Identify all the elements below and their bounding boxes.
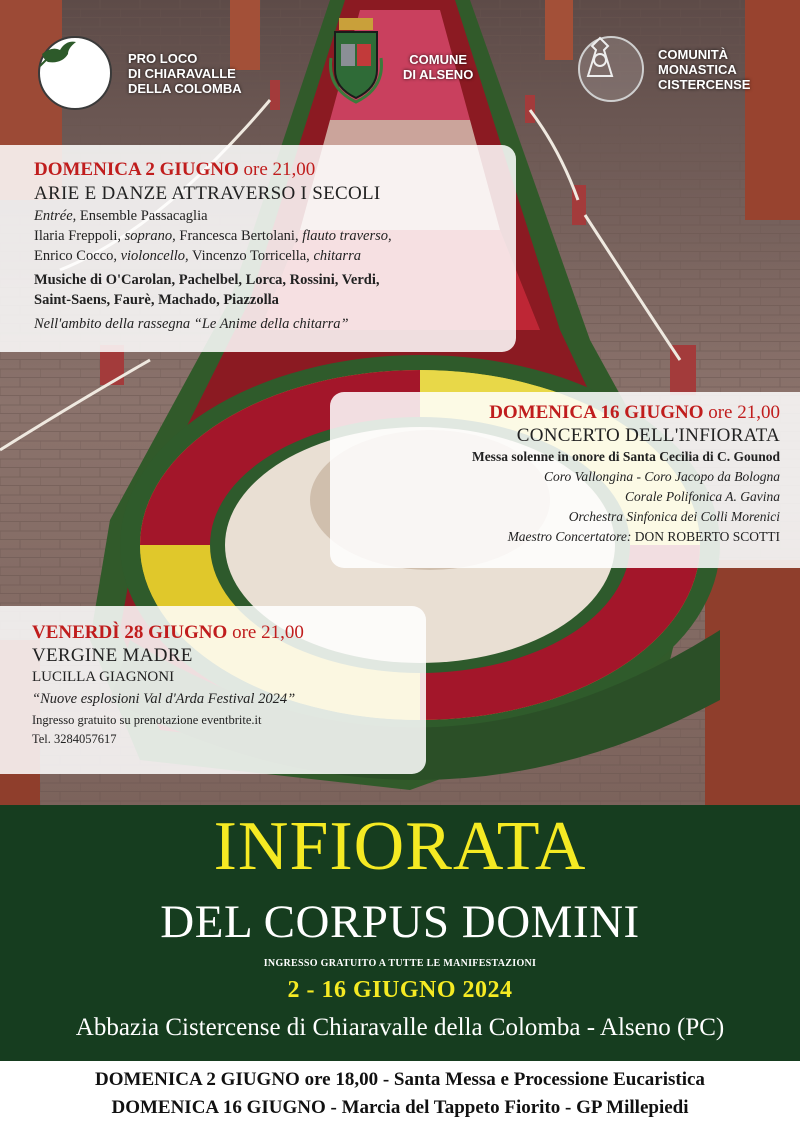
comune-logo-group bbox=[327, 18, 473, 104]
comunita-line-2: MONASTICA bbox=[658, 61, 737, 77]
event-1-entree-label: Entrée bbox=[34, 208, 73, 224]
proloco-line-3: DELLA COLOMBA bbox=[128, 80, 242, 96]
event-1-performers-1 bbox=[34, 226, 516, 246]
event-1-music-1: Musiche di O'Carolan, Pachelbel, Lorca, Rossini, Verdi, bbox=[34, 272, 380, 288]
event-3-tel: Tel. 3284057617 bbox=[32, 732, 117, 746]
event-3-info: Ingresso gratuito su prenotazione eventbrite.it bbox=[32, 713, 262, 727]
event-2-choir-1: Coro Vallongina - Coro Jacopo da Bologna bbox=[544, 469, 780, 484]
comunita-line-3: CISTERCENSE bbox=[658, 76, 751, 92]
comune-line-1: COMUNE bbox=[409, 52, 468, 67]
banner-subtitle: DEL CORPUS DOMINI bbox=[160, 896, 640, 948]
event-3-date: VENERDÌ 28 GIUGNO bbox=[32, 622, 228, 643]
event-1-entree bbox=[34, 206, 516, 226]
coat-of-arms-icon bbox=[327, 18, 385, 104]
performer-role: soprano bbox=[124, 228, 173, 244]
performer-name: , Vincenzo Torricella, bbox=[185, 248, 314, 264]
event-3-date-line bbox=[32, 622, 426, 644]
bottom-line-2: DOMENICA 16 GIUGNO - Marcia del Tappeto Fiorito - GP Millepiedi bbox=[111, 1097, 689, 1118]
performer-role: flauto traverso bbox=[302, 228, 388, 244]
banner-dates: 2 - 16 GIUGNO 2024 bbox=[287, 977, 513, 1003]
event-1-title: ARIE E DANZE ATTRAVERSO I SECOLI bbox=[34, 183, 381, 204]
event-1-note: Nell'ambito della rassegna “Le Anime della chitarra” bbox=[34, 316, 349, 332]
performer-name: , Francesca Bertolani, bbox=[172, 228, 303, 244]
dove-icon bbox=[38, 36, 112, 110]
event-3-artist: LUCILLA GIAGNONI bbox=[32, 669, 175, 685]
event-3-box bbox=[0, 606, 426, 774]
event-1-date-line bbox=[34, 159, 516, 181]
comune-line-2: DI ALSENO bbox=[403, 67, 474, 82]
maestro-label: Maestro Concertatore: bbox=[507, 529, 632, 544]
event-2-maestro bbox=[330, 527, 780, 547]
event-2-box bbox=[330, 392, 800, 568]
bottom-line-1: DOMENICA 2 GIUGNO ore 18,00 - Santa Messa e Processione Eucaristica bbox=[95, 1069, 705, 1090]
event-1-box bbox=[0, 145, 516, 352]
maestro-name: DON ROBERTO SCOTTI bbox=[631, 529, 780, 544]
event-1-performers-2 bbox=[34, 246, 516, 266]
performer-name: Enrico Cocco, bbox=[34, 248, 121, 264]
comunita-name bbox=[658, 47, 750, 92]
event-3-title: VERGINE MADRE bbox=[32, 645, 193, 666]
proloco-line-1: PRO LOCO bbox=[128, 50, 198, 66]
proloco-logo-group bbox=[38, 36, 242, 110]
monastic-seal-icon bbox=[578, 36, 644, 102]
event-2-orchestra: Orchestra Sinfonica dei Colli Morenici bbox=[568, 509, 780, 524]
proloco-line-2: DI CHIARAVALLE bbox=[128, 65, 236, 81]
performer-role: chitarra bbox=[313, 248, 361, 264]
event-1-entree-rest: , Ensemble Passacaglia bbox=[72, 208, 208, 224]
performer-name: Ilaria Freppoli, bbox=[34, 228, 125, 244]
event-2-subtitle: Messa solenne in onore di Santa Cecilia di C. Gounod bbox=[471, 449, 780, 464]
banner-free-entry: INGRESSO GRATUITO A TUTTE LE MANIFESTAZIONI bbox=[263, 958, 537, 969]
event-1-date: DOMENICA 2 GIUGNO bbox=[34, 159, 239, 180]
comunita-logo-group bbox=[578, 36, 750, 102]
comune-name bbox=[403, 52, 473, 82]
event-2-date-line bbox=[330, 402, 780, 424]
proloco-name bbox=[128, 51, 242, 96]
title-banner bbox=[0, 805, 800, 1061]
event-3-festival: “Nuove esplosioni Val d'Arda Festival 2024” bbox=[32, 691, 296, 707]
event-2-time: ore 21,00 bbox=[708, 402, 780, 423]
event-3-time: ore 21,00 bbox=[232, 622, 304, 643]
event-1-music-2: Saint-Saens, Faurè, Machado, Piazzolla bbox=[34, 292, 279, 308]
separator: , bbox=[388, 228, 392, 244]
banner-title: INFIORATA bbox=[213, 808, 587, 885]
banner-place: Abbazia Cistercense di Chiaravalle della Colomba - Alseno (PC) bbox=[75, 1014, 725, 1041]
comunita-line-1: COMUNITÀ bbox=[658, 46, 729, 62]
event-2-choir-2: Corale Polifonica A. Gavina bbox=[625, 489, 780, 504]
bottom-events bbox=[0, 1061, 800, 1131]
event-1-time: ore 21,00 bbox=[243, 159, 316, 180]
performer-role: violoncello bbox=[120, 248, 185, 264]
event-2-title: CONCERTO DELL'INFIORATA bbox=[516, 425, 780, 446]
event-2-date: DOMENICA 16 GIUGNO bbox=[489, 402, 704, 423]
